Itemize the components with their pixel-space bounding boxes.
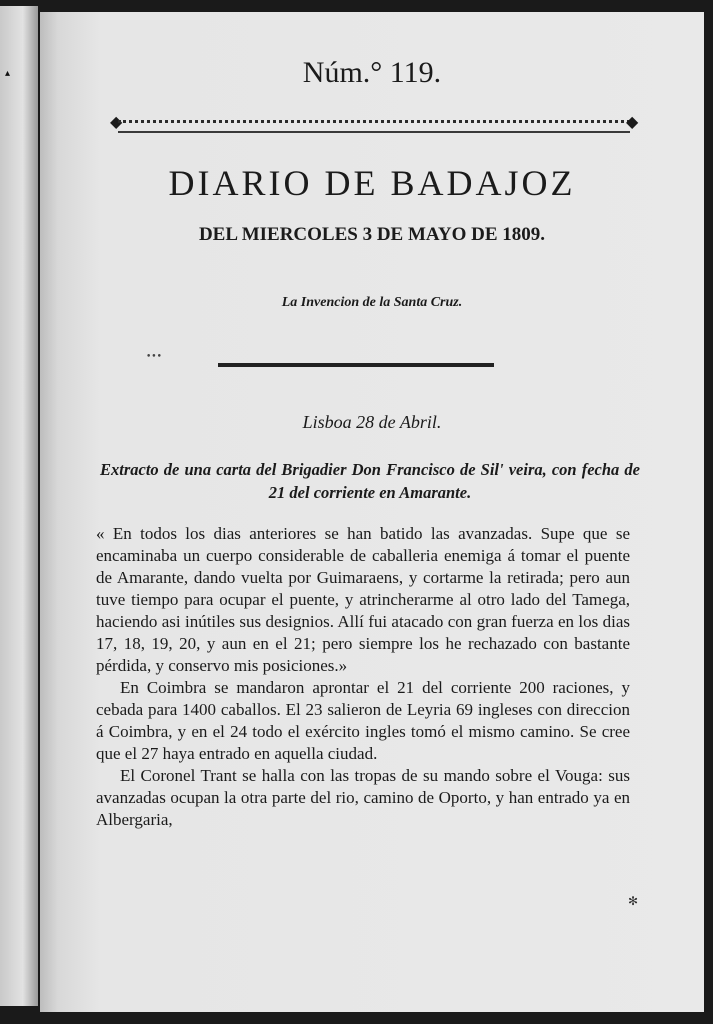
ornamental-rule bbox=[118, 120, 630, 133]
ornament-right-icon: ◆ bbox=[626, 112, 639, 131]
paragraph-2: En Coimbra se mandaron aprontar el 21 del corriente 200 raciones, y cebada para 1400 caballos. El 23 salieron de Leyria 69 ingleses con direccion á Coimbra, y en el 24 todo el exército ingles tomó el mismo camino. Se cree que el 27 haya entrado en aquella ciudad. bbox=[96, 678, 630, 763]
newspaper-title: DIARIO DE BADAJOZ bbox=[168, 163, 576, 203]
paragraph-1: « En todos los dias anteriores se han batido las avanzadas. Supe que se encaminaba un cuerpo considerable de caballeria enemiga á tomar el puente de Amarante, dando vuelta por Guimaraens, y cortarme la retirada; pero aun tuve tiempo para ocupar el puente, y atrincherarme al otro lado del Tamega, haciendo asi inútiles sus designios. Allí fui atacado con gran fuerza en los dias 17, 18, 19, 20, y aun en el 21; pero siempre los he rechazado con bastante pérdida, y conservo mis posiciones.» bbox=[96, 524, 630, 675]
page-mark: ▴ bbox=[5, 68, 11, 79]
rule-mark: ••• bbox=[146, 352, 162, 362]
newspaper-page bbox=[40, 12, 704, 1012]
feast-day: La Invencion de la Santa Cruz. bbox=[281, 295, 463, 310]
issue-date: DEL MIERCOLES 3 DE MAYO DE 1809. bbox=[198, 224, 546, 245]
dateline: Lisboa 28 de Abril. bbox=[302, 412, 442, 432]
article-body bbox=[96, 523, 630, 831]
facing-page-edge bbox=[0, 6, 38, 1006]
section-divider bbox=[218, 363, 494, 367]
extract-heading: Extracto de una carta del Brigadier Don Francisco de Sil' veira, con fecha de 21 del corriente en Amarante. bbox=[100, 460, 640, 502]
issue-number: Núm.° 119. bbox=[302, 56, 442, 89]
ink-mark: ✻ bbox=[628, 894, 639, 908]
ornament-left-icon: ◆ bbox=[110, 112, 123, 131]
paragraph-3: El Coronel Trant se halla con las tropas de su mando sobre el Vouga: sus avanzadas ocupan la otra parte del rio, camino de Oporto, y han entrado ya en Albergaria, bbox=[96, 766, 630, 829]
